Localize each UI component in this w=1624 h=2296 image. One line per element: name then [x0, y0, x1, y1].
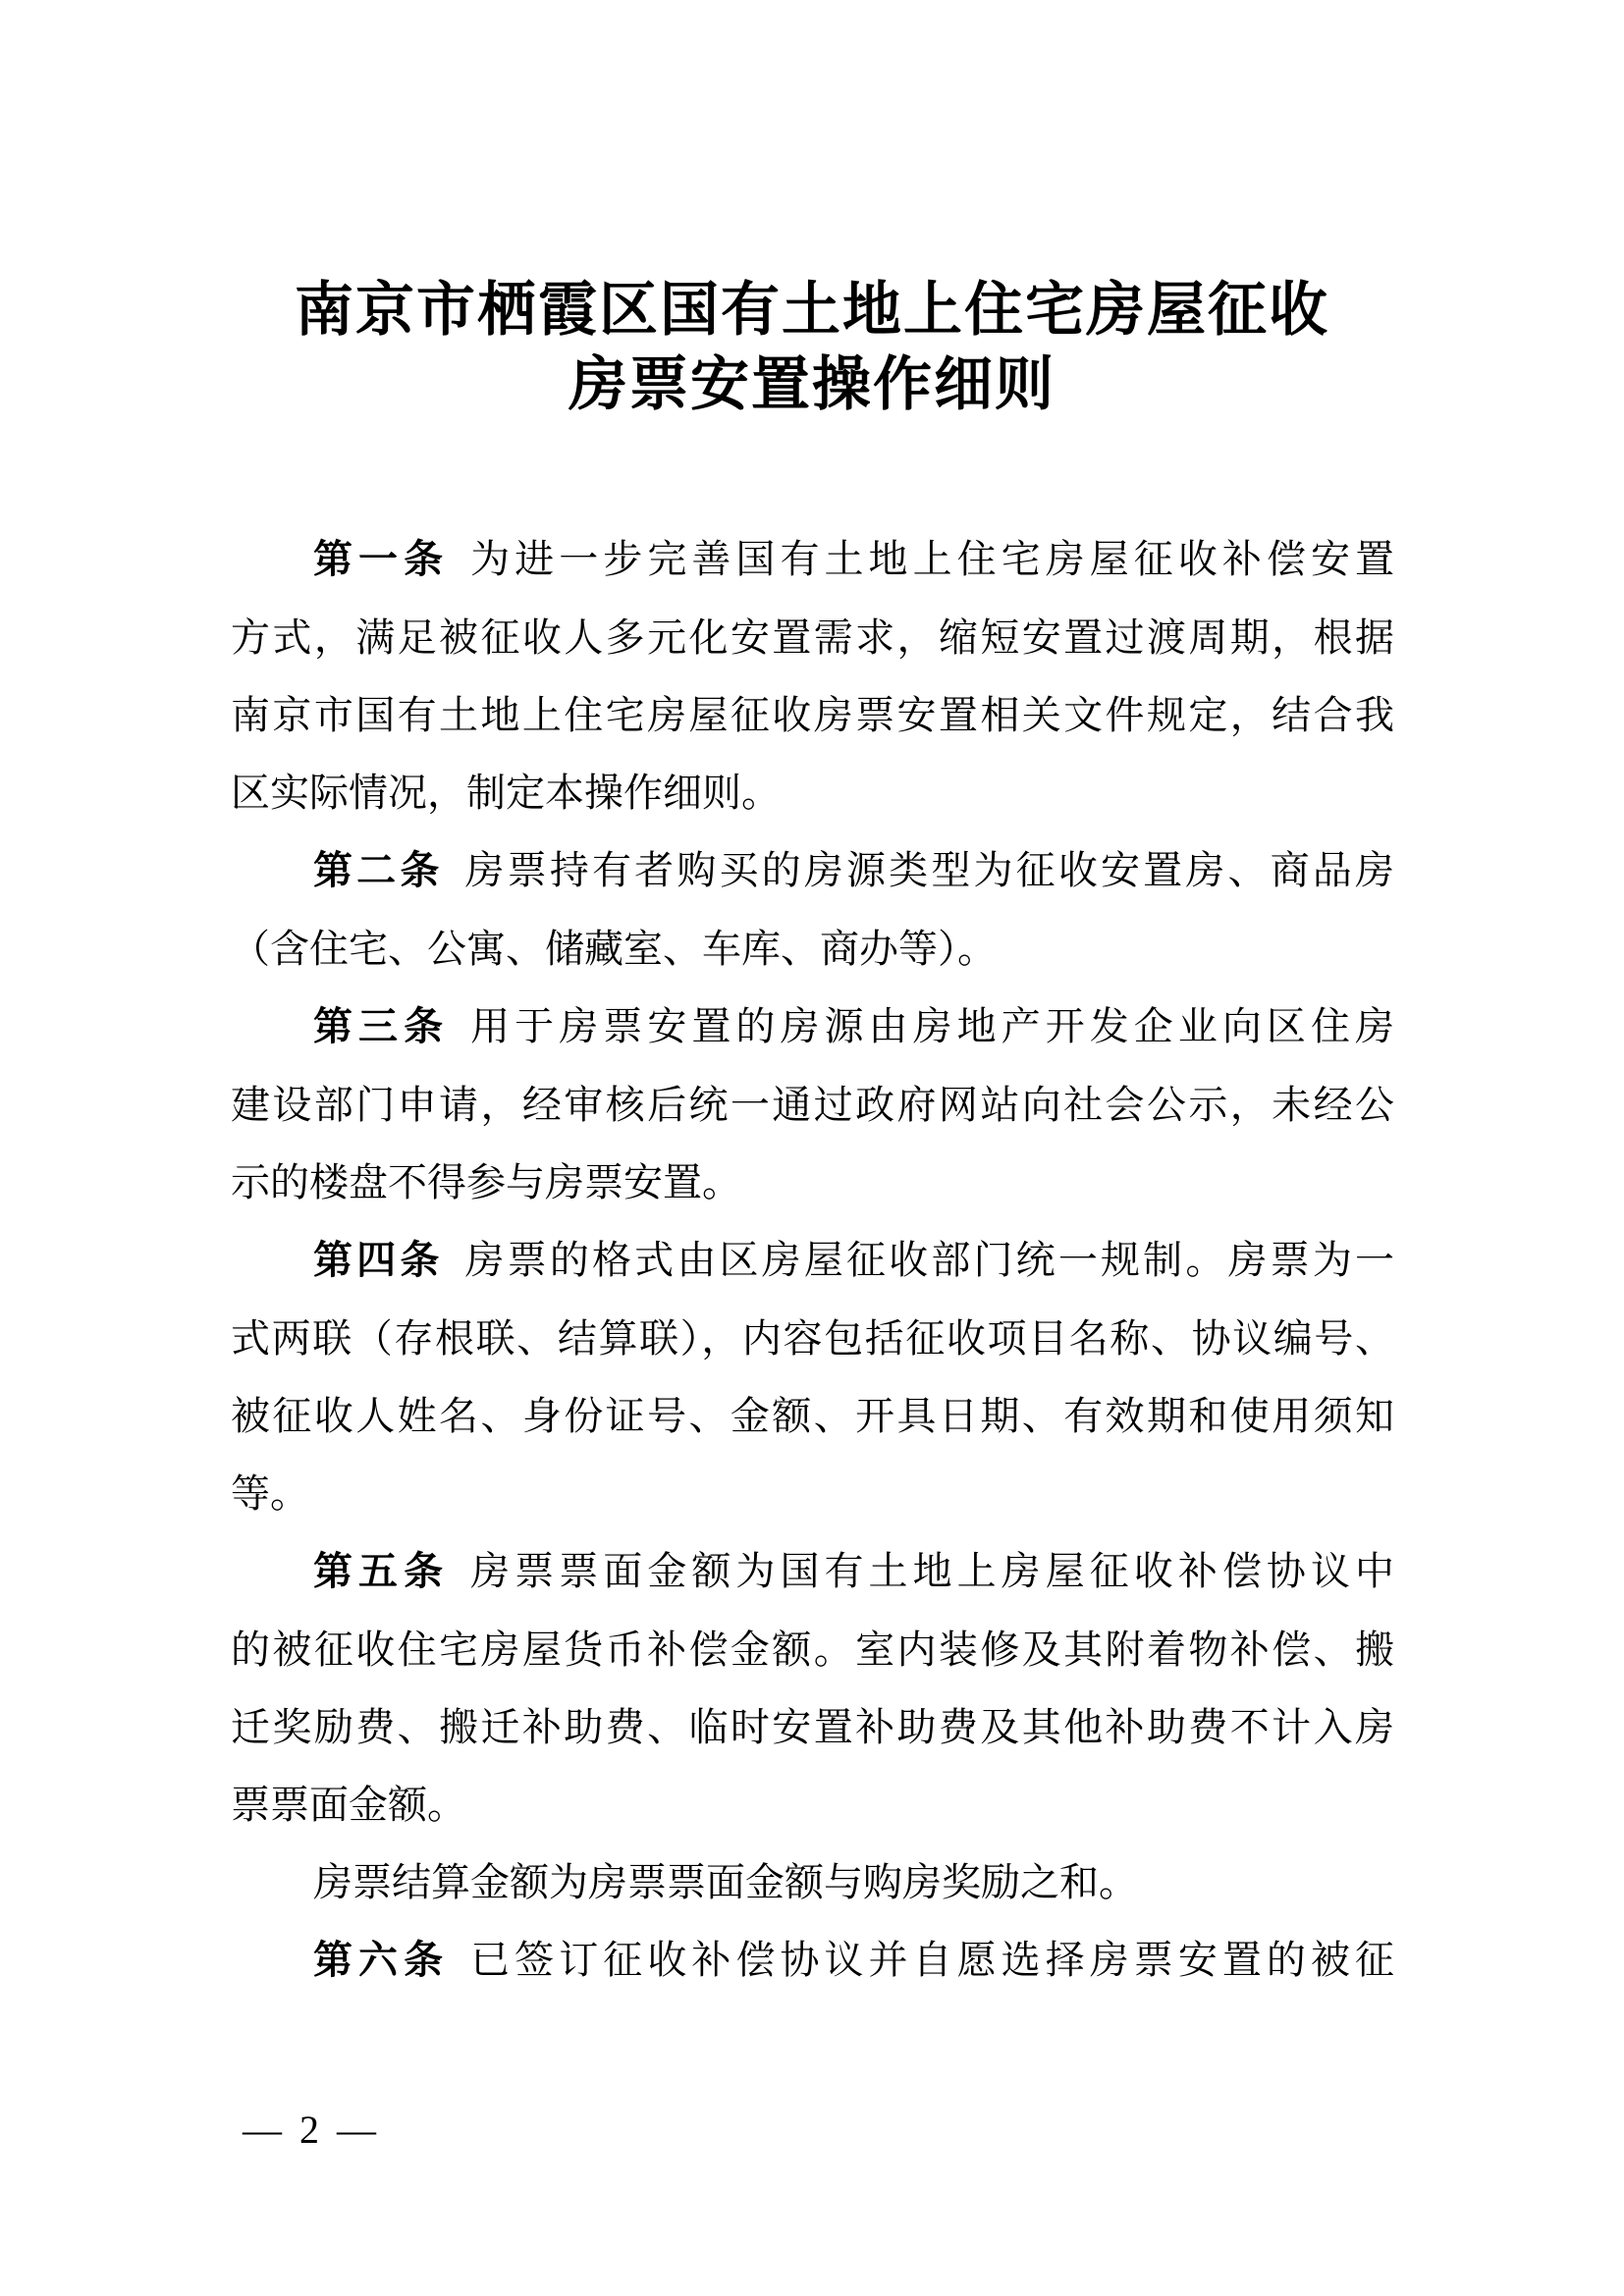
line-text: 为进一步完善国有土地上住宅房屋征收补偿安置 [470, 537, 1395, 581]
article-2-line-1 [231, 831, 1394, 910]
line-text: 方式，满足被征收人多元化安置需求，缩短安置过渡周期，根据 [231, 615, 1394, 660]
article-5-line-5 [231, 1843, 1394, 1921]
article-4-number: 第四条 [313, 1239, 444, 1282]
article-5-number: 第五条 [313, 1550, 450, 1593]
article-3-line-2 [231, 1066, 1394, 1144]
document-title-line-2: 房票安置操作细则 [568, 352, 1056, 417]
line-text: 房票票面金额为国有土地上房屋征收补偿协议中 [470, 1549, 1395, 1593]
document-body [231, 520, 1394, 2000]
line-text: 示的楼盘不得参与房票安置。 [231, 1160, 741, 1204]
article-1-line-3 [231, 676, 1394, 754]
article-4-line-4 [231, 1455, 1394, 1532]
article-4-line-1 [231, 1221, 1394, 1300]
article-1-line-4 [231, 754, 1394, 831]
line-text: 的被征收住宅房屋货币补偿金额。室内装修及其附着物补偿、搬 [231, 1628, 1394, 1672]
article-2-line-2 [231, 910, 1394, 988]
line-text: 房票结算金额为房票票面金额与购房奖励之和。 [313, 1860, 1138, 1904]
article-3-line-3 [231, 1144, 1394, 1221]
line-text: 房票持有者购买的房源类型为征收安置房、商品房 [464, 848, 1394, 892]
document-title [0, 0, 1624, 422]
article-5-line-1 [231, 1532, 1394, 1611]
line-text: （含住宅、公寓、储藏室、车库、商办等）。 [231, 927, 997, 971]
line-text: 等。 [231, 1471, 309, 1516]
line-text: 式两联（存根联、结算联），内容包括征收项目名称、协议编号、 [231, 1316, 1394, 1361]
article-5-line-2 [231, 1611, 1394, 1688]
article-5-line-4 [231, 1766, 1394, 1843]
article-4-line-3 [231, 1377, 1394, 1455]
line-text: 房票的格式由区房屋征收部门统一规制。房票为一 [464, 1238, 1394, 1282]
line-text: 南京市国有土地上住宅房屋征收房票安置相关文件规定，结合我 [231, 693, 1394, 737]
line-text: 建设部门申请，经审核后统一通过政府网站向社会公示，未经公 [231, 1083, 1394, 1127]
article-5-line-3 [231, 1688, 1394, 1766]
line-text: 迁奖励费、搬迁补助费、临时安置补助费及其他补助费不计入房 [231, 1705, 1394, 1749]
article-1-line-2 [231, 599, 1394, 676]
article-2-number: 第二条 [313, 849, 444, 892]
line-text: 已签订征收补偿协议并自愿选择房票安置的被征 [470, 1938, 1395, 1982]
line-text: 被征收人姓名、身份证号、金额、开具日期、有效期和使用须知 [231, 1394, 1394, 1438]
document-title-line-1: 南京市栖霞区国有土地上住宅房屋征收 [295, 278, 1329, 343]
line-text: 用于房票安置的房源由房地产开发企业向区住房 [470, 1004, 1395, 1048]
article-6-number: 第六条 [313, 1939, 450, 1982]
article-4-line-2 [231, 1300, 1394, 1377]
footer-page-number: — 2 — [243, 2108, 380, 2152]
article-3-line-1 [231, 988, 1394, 1066]
article-1-line-1 [231, 520, 1394, 599]
article-6-line-1 [231, 1921, 1394, 2000]
line-text: 区实际情况，制定本操作细则。 [231, 771, 781, 815]
article-3-number: 第三条 [313, 1005, 450, 1048]
line-text: 票票面金额。 [231, 1783, 466, 1827]
article-1-number: 第一条 [313, 538, 450, 581]
